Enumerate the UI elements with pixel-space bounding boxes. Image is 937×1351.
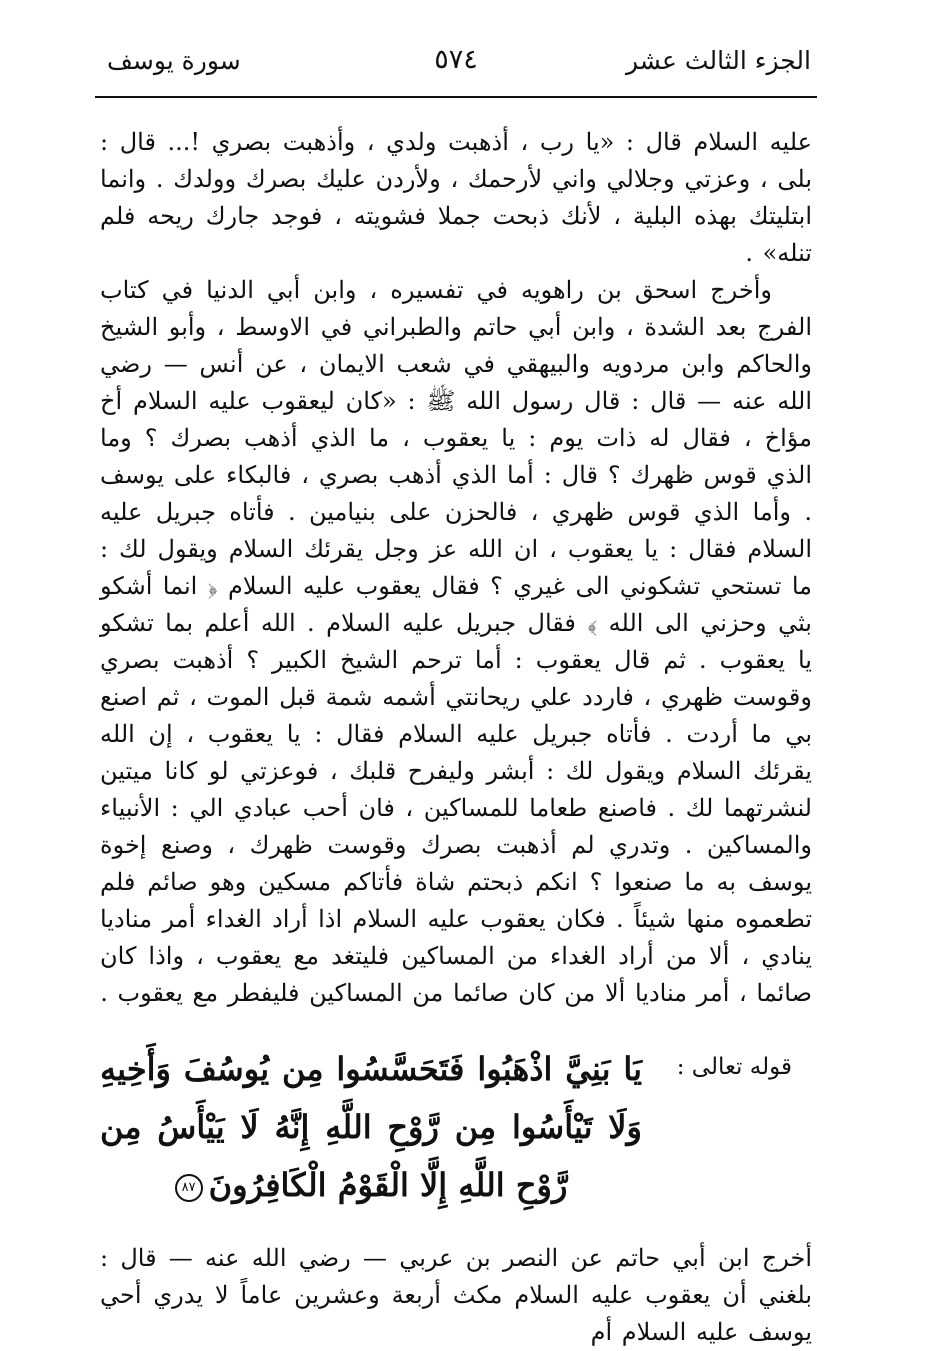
paragraph-1: عليه السلام قال : «يا رب ، أذهبت ولدي ، وأذهبت بصري !... قال : بلى ، وعزتي وجلالي واني لأرحمك ، ولأردن عليك بصرك وولدك . وانما ابتليتك بهذه البلية ، لأنك ذبحت جملا فشويته ، فوجد جارك ريحه فلم تنله» .: [100, 128, 812, 267]
surah-label: سورة يوسف: [107, 46, 241, 75]
paragraph-3: أخرج ابن أبي حاتم عن النصر بن عربي — رضي الله عنه — قال : بلغني أن يعقوب عليه السلام مكث أربعة وعشرين عاماً لا يدري أحي يوسف عليه السلام أم: [100, 1244, 812, 1346]
ayah-number-marker: ٨٧: [175, 1174, 203, 1202]
page-header: [95, 40, 817, 92]
paragraph-2: وأخرج اسحق بن راهويه في تفسيره ، وابن أبي الدنيا في كتاب الفرج بعد الشدة ، وابن أبي حاتم والطبراني في الاوسط ، وأبو الشيخ والحاكم وابن مردويه والبيهقي في شعب الايمان ، عن أنس — رضي الله عنه — قال : قال رسول الله ﷺ : «كان ليعقوب عليه السلام أخ مؤاخ ، فقال له ذات يوم : يا يعقوب ، ما الذي أذهب بصرك ؟ وما الذي قوس ظهرك ؟ قال : أما الذي أذهب بصري ، فالبكاء على يوسف . وأما الذي قوس ظهري ، فالحزن على بنيامين . فأتاه جبريل عليه السلام فقال : يا يعقوب ، ان الله عز وجل يقرئك السلام ويقول لك : ما تستحي تشكوني الى غيري ؟ فقال يعقوب عليه السلام ﴿ انما أشكو بثي وحزني الى الله ﴾ فقال جبريل عليه السلام . الله أعلم بما تشكو يا يعقوب . ثم قال يعقوب : أما ترحم الشيخ الكبير ؟ أذهبت بصري وقوست ظهري ، فاردد علي ريحانتي أشمه شمة قبل الموت ، ثم اصنع بي ما أردت . فأتاه جبريل عليه السلام فقال : يا يعقوب ، إن الله يقرئك السلام ويقول لك : أبشر وليفرح قلبك ، فوعزتي لو كانا ميتين لنشرتهما لك . فاصنع طعاما للمساكين ، فان أحب عبادي الي : الأنبياء والمساكين . وتدري لم أذهبت بصرك وقوست ظهرك ، وصنع إخوة يوسف به ما صنعوا ؟ انكم ذبحتم شاة فأتاكم مسكين وهو صائم فلم تطعموه منها شيئاً . فكان يعقوب عليه السلام اذا أراد الغداء أمر مناديا ينادي ، ألا من أراد الغداء من المساكين فليتغد مع يعقوب ، واذا كان صائما ، أمر مناديا ألا من كان صائما من المساكين فليفطر مع يعقوب .: [100, 276, 812, 1007]
verse-intro: قوله تعالى :: [676, 1054, 792, 1080]
header-rule: [95, 96, 817, 98]
page-number: ٥٧٤: [434, 44, 478, 75]
part-label: الجزء الثالث عشر: [625, 46, 811, 75]
quran-verse-block: [100, 1040, 812, 1214]
verse-text: يَا بَنِيَّ اذْهَبُوا فَتَحَسَّسُوا مِن يُوسُفَ وَأَخِيهِ وَلَا تَيْأَسُوا مِن رَّوْحِ اللَّهِ إِنَّهُ لَا يَيْأَسُ مِن رَّوْحِ اللَّهِ إِلَّا الْقَوْمُ الْكَافِرُونَ: [100, 1050, 642, 1204]
page-body: [100, 124, 812, 1351]
